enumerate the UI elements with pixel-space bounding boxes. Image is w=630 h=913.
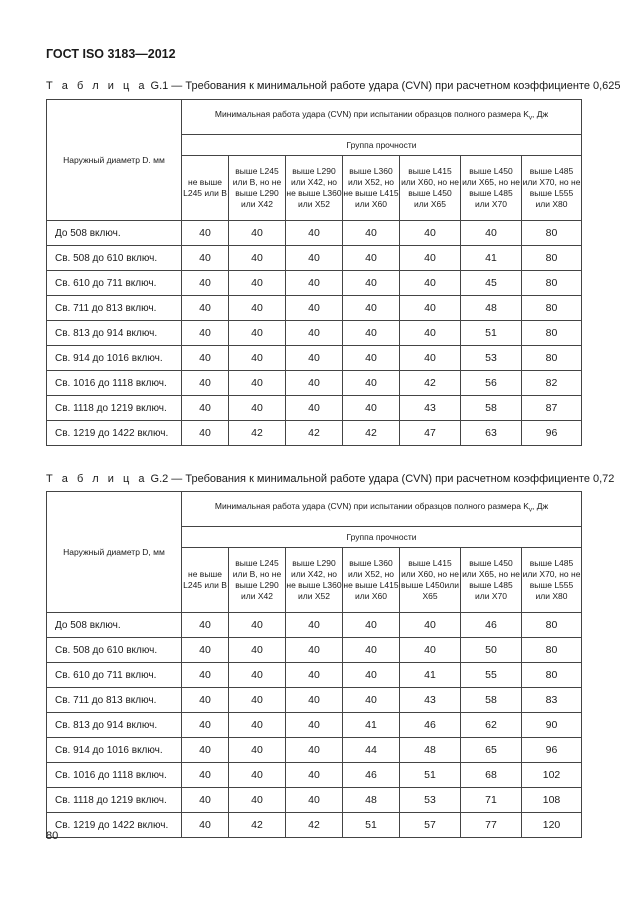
diameter-cell: Св. 1118 до 1219 включ. — [47, 788, 182, 813]
energy-value-cell: 40 — [229, 321, 286, 346]
energy-value-cell: 40 — [286, 246, 343, 271]
energy-value-cell: 40 — [182, 688, 229, 713]
diameter-cell: Св. 813 до 914 включ. — [47, 321, 182, 346]
energy-value-cell: 42 — [286, 421, 343, 446]
energy-value-cell: 62 — [461, 713, 522, 738]
grade-header: не выше L245 или B — [182, 156, 229, 221]
energy-value-cell: 42 — [229, 421, 286, 446]
energy-value-cell: 51 — [400, 763, 461, 788]
energy-value-cell: 42 — [343, 421, 400, 446]
energy-value-cell: 47 — [400, 421, 461, 446]
energy-value-cell: 40 — [400, 221, 461, 246]
energy-value-cell: 40 — [286, 296, 343, 321]
impact-energy-table — [46, 99, 582, 446]
energy-value-cell: 63 — [461, 421, 522, 446]
energy-value-cell: 40 — [400, 613, 461, 638]
energy-value-cell: 40 — [286, 613, 343, 638]
energy-value-cell: 56 — [461, 371, 522, 396]
energy-value-cell: 40 — [286, 271, 343, 296]
energy-value-cell: 40 — [343, 271, 400, 296]
energy-value-cell: 40 — [286, 321, 343, 346]
energy-value-cell: 80 — [522, 638, 582, 663]
energy-value-cell: 41 — [343, 713, 400, 738]
table-row — [47, 638, 582, 663]
energy-value-cell: 45 — [461, 271, 522, 296]
energy-value-cell: 40 — [229, 271, 286, 296]
energy-value-cell: 71 — [461, 788, 522, 813]
energy-value-cell: 40 — [182, 321, 229, 346]
energy-value-cell: 90 — [522, 713, 582, 738]
grade-header: выше L415 или X60, но не выше L450 или X65 — [400, 156, 461, 221]
energy-value-cell: 40 — [343, 321, 400, 346]
energy-value-cell: 87 — [522, 396, 582, 421]
diameter-cell: До 508 включ. — [47, 221, 182, 246]
energy-header: Минимальная работа удара (CVN) при испытании образцов полного размера $K_v$, Дж — [182, 100, 582, 135]
energy-value-cell: 51 — [461, 321, 522, 346]
energy-value-cell: 40 — [182, 221, 229, 246]
energy-value-cell: 40 — [229, 713, 286, 738]
energy-value-cell: 40 — [286, 788, 343, 813]
table-row — [47, 788, 582, 813]
energy-value-cell: 40 — [229, 246, 286, 271]
energy-value-cell: 40 — [182, 713, 229, 738]
diameter-cell: Св. 1219 до 1422 включ. — [47, 421, 182, 446]
energy-value-cell: 77 — [461, 813, 522, 838]
energy-value-cell: 40 — [400, 321, 461, 346]
energy-value-cell: 40 — [343, 221, 400, 246]
impact-energy-table — [46, 491, 582, 838]
energy-value-cell: 40 — [229, 788, 286, 813]
energy-value-cell: 43 — [400, 688, 461, 713]
energy-value-cell: 82 — [522, 371, 582, 396]
grade-header: выше L450 или X65, но не выше L485 или X70 — [461, 548, 522, 613]
energy-value-cell: 40 — [286, 346, 343, 371]
energy-value-cell: 46 — [461, 613, 522, 638]
energy-value-cell: 58 — [461, 688, 522, 713]
energy-value-cell: 40 — [400, 271, 461, 296]
energy-value-cell: 40 — [229, 371, 286, 396]
energy-value-cell: 40 — [182, 738, 229, 763]
energy-value-cell: 40 — [286, 221, 343, 246]
grade-header: выше L245 или B, но не выше L290 или X42 — [229, 548, 286, 613]
energy-value-cell: 50 — [461, 638, 522, 663]
diameter-cell: Св. 813 до 914 включ. — [47, 713, 182, 738]
table-caption-text: G.2 — Требования к минимальной работе удара (CVN) при расчетном коэффициенте 0,72 — [147, 473, 615, 485]
energy-value-cell: 40 — [286, 688, 343, 713]
energy-value-cell: 80 — [522, 246, 582, 271]
diameter-cell: Св. 508 до 610 включ. — [47, 246, 182, 271]
grade-header: выше L450 или X65, но не выше L485 или X70 — [461, 156, 522, 221]
table-caption-label: Т а б л и ц а — [46, 473, 148, 485]
energy-value-cell: 108 — [522, 788, 582, 813]
diameter-cell: Св. 711 до 813 включ. — [47, 296, 182, 321]
energy-value-cell: 40 — [229, 763, 286, 788]
diameter-header: Наружный диаметр D. мм — [47, 100, 182, 221]
energy-value-cell: 40 — [400, 296, 461, 321]
energy-value-cell: 40 — [182, 613, 229, 638]
table-row — [47, 421, 582, 446]
strength-group-header: Группа прочности — [182, 527, 582, 548]
table-row — [47, 346, 582, 371]
grade-header: выше L485 или X70, но не выше L555 или X80 — [522, 156, 582, 221]
energy-value-cell: 40 — [461, 221, 522, 246]
diameter-cell: Св. 610 до 711 включ. — [47, 663, 182, 688]
table-row — [47, 396, 582, 421]
energy-value-cell: 40 — [286, 663, 343, 688]
energy-value-cell: 40 — [182, 421, 229, 446]
diameter-cell: Св. 1016 до 1118 включ. — [47, 763, 182, 788]
energy-value-cell: 53 — [461, 346, 522, 371]
table-row — [47, 221, 582, 246]
energy-value-cell: 40 — [182, 396, 229, 421]
energy-value-cell: 40 — [229, 663, 286, 688]
energy-value-cell: 80 — [522, 271, 582, 296]
energy-value-cell: 40 — [182, 246, 229, 271]
energy-value-cell: 40 — [182, 346, 229, 371]
table-caption-label: Т а б л и ц а — [46, 80, 148, 92]
document-header: ГОСТ ISO 3183—2012 — [46, 47, 176, 61]
diameter-cell: До 508 включ. — [47, 613, 182, 638]
energy-value-cell: 40 — [182, 813, 229, 838]
energy-value-cell: 40 — [343, 346, 400, 371]
energy-value-cell: 44 — [343, 738, 400, 763]
table-caption — [46, 80, 621, 92]
table-row — [47, 813, 582, 838]
energy-value-cell: 40 — [343, 663, 400, 688]
energy-value-cell: 43 — [400, 396, 461, 421]
energy-value-cell: 58 — [461, 396, 522, 421]
energy-value-cell: 42 — [286, 813, 343, 838]
energy-value-cell: 65 — [461, 738, 522, 763]
energy-value-cell: 48 — [461, 296, 522, 321]
grade-header: выше L360 или X52, но не выше L415 или X60 — [343, 548, 400, 613]
table-row — [47, 688, 582, 713]
energy-value-cell: 57 — [400, 813, 461, 838]
energy-value-cell: 80 — [522, 221, 582, 246]
energy-value-cell: 51 — [343, 813, 400, 838]
energy-value-cell: 120 — [522, 813, 582, 838]
page-number: 80 — [46, 830, 59, 842]
table-row — [47, 663, 582, 688]
energy-value-cell: 40 — [182, 788, 229, 813]
diameter-cell: Св. 914 до 1016 включ. — [47, 738, 182, 763]
strength-group-header: Группа прочности — [182, 135, 582, 156]
energy-value-cell: 41 — [400, 663, 461, 688]
diameter-cell: Св. 1219 до 1422 включ. — [47, 813, 182, 838]
energy-value-cell: 48 — [400, 738, 461, 763]
energy-value-cell: 40 — [400, 246, 461, 271]
energy-value-cell: 40 — [229, 738, 286, 763]
energy-value-cell: 40 — [182, 638, 229, 663]
grade-header: выше L360 или X52, но не выше L415 или X60 — [343, 156, 400, 221]
energy-value-cell: 40 — [400, 346, 461, 371]
energy-value-cell: 40 — [286, 713, 343, 738]
energy-value-cell: 41 — [461, 246, 522, 271]
energy-value-cell: 40 — [229, 221, 286, 246]
table-row — [47, 613, 582, 638]
energy-value-cell: 40 — [182, 763, 229, 788]
energy-value-cell: 42 — [400, 371, 461, 396]
energy-value-cell: 40 — [286, 738, 343, 763]
energy-value-cell: 40 — [286, 371, 343, 396]
energy-value-cell: 40 — [182, 296, 229, 321]
energy-value-cell: 55 — [461, 663, 522, 688]
energy-value-cell: 40 — [229, 346, 286, 371]
energy-value-cell: 80 — [522, 346, 582, 371]
energy-value-cell: 42 — [229, 813, 286, 838]
energy-value-cell: 40 — [229, 688, 286, 713]
energy-value-cell: 40 — [400, 638, 461, 663]
energy-value-cell: 53 — [400, 788, 461, 813]
table-row — [47, 296, 582, 321]
energy-value-cell: 80 — [522, 296, 582, 321]
diameter-cell: Св. 1016 до 1118 включ. — [47, 371, 182, 396]
energy-value-cell: 40 — [229, 396, 286, 421]
energy-value-cell: 46 — [343, 763, 400, 788]
energy-value-cell: 40 — [182, 371, 229, 396]
table-row — [47, 713, 582, 738]
table-caption — [46, 473, 614, 485]
grade-header: выше L415 или X60, но не выше L450или X65 — [400, 548, 461, 613]
diameter-header: Наружный диаметр D, мм — [47, 492, 182, 613]
table-row — [47, 371, 582, 396]
table-row — [47, 271, 582, 296]
table-caption-text: G.1 — Требования к минимальной работе удара (CVN) при расчетном коэффициенте 0,625 — [147, 80, 621, 92]
grade-header: выше L290 или X42, но не выше L360 или X52 — [286, 156, 343, 221]
energy-value-cell: 80 — [522, 613, 582, 638]
energy-value-cell: 48 — [343, 788, 400, 813]
energy-value-cell: 40 — [286, 396, 343, 421]
energy-value-cell: 96 — [522, 738, 582, 763]
table-row — [47, 738, 582, 763]
table-row — [47, 763, 582, 788]
energy-value-cell: 40 — [286, 638, 343, 663]
energy-value-cell: 40 — [343, 371, 400, 396]
grade-header: не выше L245 или B — [182, 548, 229, 613]
grade-header: выше L485 или X70, но не выше L555 или X80 — [522, 548, 582, 613]
energy-value-cell: 96 — [522, 421, 582, 446]
energy-value-cell: 40 — [229, 638, 286, 663]
energy-value-cell: 46 — [400, 713, 461, 738]
energy-value-cell: 40 — [229, 613, 286, 638]
energy-value-cell: 80 — [522, 321, 582, 346]
energy-value-cell: 40 — [182, 663, 229, 688]
grade-header: выше L245 или B, но не выше L290 или X42 — [229, 156, 286, 221]
energy-value-cell: 40 — [343, 688, 400, 713]
energy-value-cell: 40 — [343, 613, 400, 638]
energy-value-cell: 40 — [343, 396, 400, 421]
grade-header: выше L290 или X42, но не выше L360 или X52 — [286, 548, 343, 613]
energy-value-cell: 80 — [522, 663, 582, 688]
energy-value-cell: 40 — [229, 296, 286, 321]
energy-value-cell: 40 — [343, 638, 400, 663]
diameter-cell: Св. 610 до 711 включ. — [47, 271, 182, 296]
energy-value-cell: 68 — [461, 763, 522, 788]
energy-header: Минимальная работа удара (CVN) при испытании образцов полного размера $K_v$, Дж — [182, 492, 582, 527]
energy-value-cell: 40 — [343, 246, 400, 271]
energy-value-cell: 102 — [522, 763, 582, 788]
energy-value-cell: 40 — [343, 296, 400, 321]
energy-value-cell: 83 — [522, 688, 582, 713]
diameter-cell: Св. 914 до 1016 включ. — [47, 346, 182, 371]
energy-value-cell: 40 — [286, 763, 343, 788]
table-row — [47, 321, 582, 346]
table-row — [47, 246, 582, 271]
diameter-cell: Св. 508 до 610 включ. — [47, 638, 182, 663]
energy-value-cell: 40 — [182, 271, 229, 296]
diameter-cell: Св. 1118 до 1219 включ. — [47, 396, 182, 421]
diameter-cell: Св. 711 до 813 включ. — [47, 688, 182, 713]
